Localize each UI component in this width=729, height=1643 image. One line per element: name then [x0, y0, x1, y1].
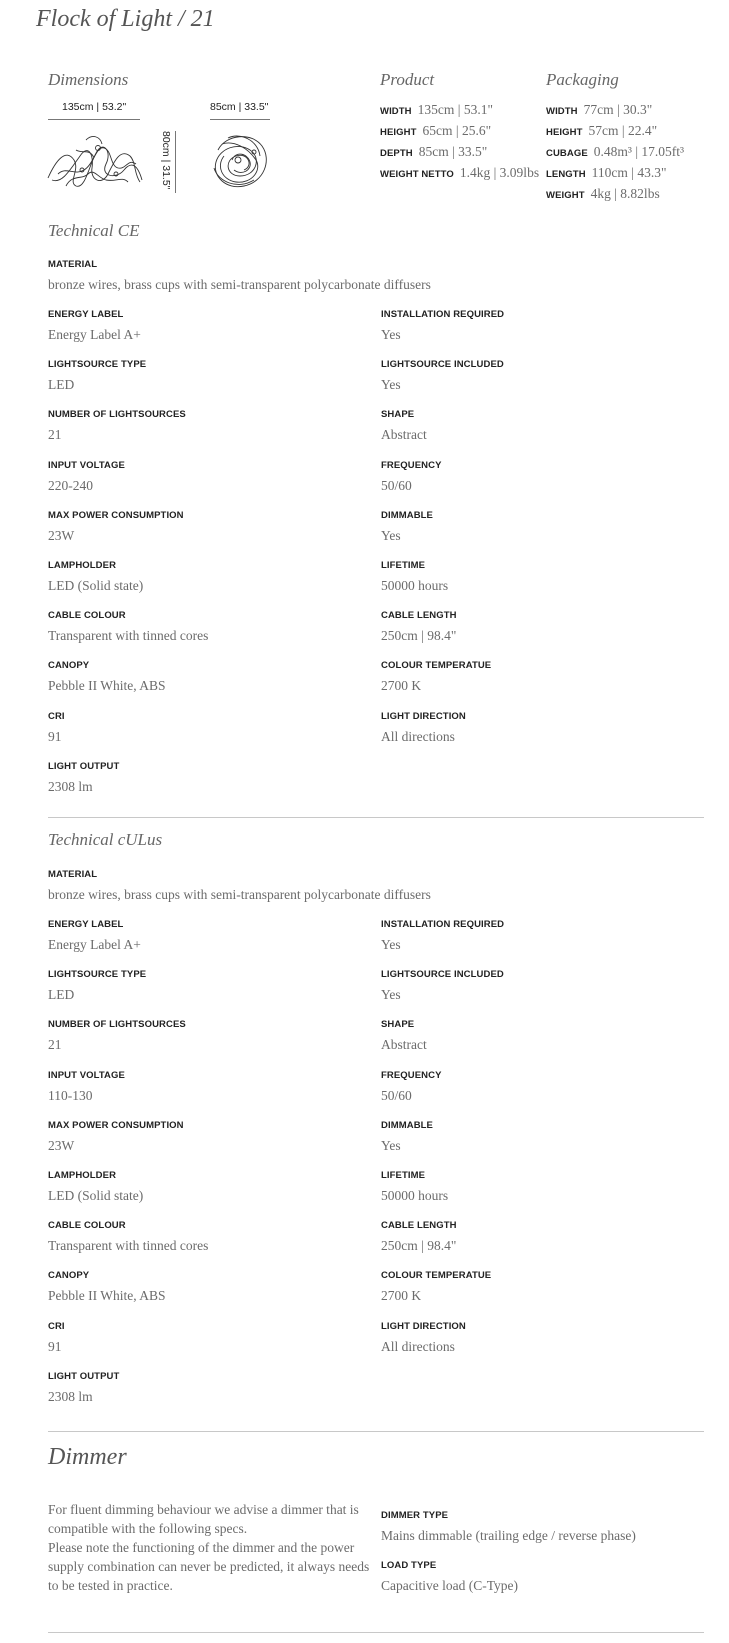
field-label: CABLE COLOUR: [48, 1220, 126, 1232]
field-value: Yes: [381, 1137, 401, 1153]
product-height-value: 65cm | 25.6": [422, 123, 492, 138]
field-value: LED: [48, 987, 75, 1003]
spec-field: [381, 555, 448, 594]
dimensions-heading: Dimensions: [48, 70, 129, 89]
dimmer-advice-text: [48, 1500, 378, 1595]
field-label: MAX POWER CONSUMPTION: [48, 509, 184, 521]
spec-field: [48, 304, 141, 343]
field-value: 110-130: [48, 1087, 93, 1103]
spec-field: [48, 914, 141, 953]
spec-field: [381, 455, 442, 494]
spec-field: [381, 964, 504, 1003]
dimmer-heading: Dimmer: [48, 1444, 127, 1470]
field-label: DIMMABLE: [381, 1119, 433, 1131]
packaging-cubage-label: CUBAGE: [546, 148, 588, 159]
spec-field: [48, 455, 125, 494]
field-label: INSTALLATION REQUIRED: [381, 919, 505, 930]
dimension-height-label: 80cm | 31.5": [160, 131, 172, 190]
packaging-height-value: 57cm | 22.4": [588, 123, 658, 138]
spec-field: [381, 1215, 457, 1254]
field-value: LED: [48, 377, 75, 393]
field-value: 50/60: [381, 477, 412, 493]
product-height-label: HEIGHT: [380, 127, 417, 138]
section-divider: [48, 1431, 704, 1432]
field-value: 2700 K: [381, 1288, 422, 1304]
field-label: LAMPHOLDER: [48, 1170, 117, 1181]
packaging-row: [546, 164, 667, 182]
field-value: Yes: [381, 987, 401, 1003]
spec-field: [48, 1366, 119, 1405]
spec-field: [48, 706, 65, 745]
field-value: Yes: [381, 527, 401, 543]
field-label: LAMPHOLDER: [48, 560, 117, 571]
spec-field: [381, 1316, 466, 1355]
packaging-width-value: 77cm | 30.3": [583, 102, 653, 117]
section-divider: [48, 1632, 704, 1633]
spec-field: [381, 505, 433, 544]
spec-field: [381, 404, 427, 443]
product-depth-label: DEPTH: [380, 148, 413, 159]
field-value: Transparent with tinned cores: [48, 628, 209, 644]
spec-field: [381, 706, 466, 745]
field-value: 250cm | 98.4": [381, 628, 457, 644]
field-label: LIGHTSOURCE INCLUDED: [381, 969, 504, 981]
spec-field: [48, 555, 143, 594]
spec-field: [48, 1065, 125, 1104]
field-value: Pebble II White, ABS: [48, 1288, 166, 1304]
field-label: CRI: [48, 710, 65, 722]
field-value: 2700 K: [381, 678, 422, 694]
field-label: SHAPE: [381, 409, 415, 421]
product-row: [380, 143, 487, 161]
field-label: INSTALLATION REQUIRED: [381, 309, 505, 320]
field-label: MATERIAL: [48, 259, 98, 270]
field-label: LIFETIME: [381, 1170, 426, 1181]
field-label: MATERIAL: [48, 869, 98, 880]
spec-field: [381, 354, 504, 393]
spec-field: [48, 1265, 166, 1304]
field-value: Yes: [381, 327, 401, 342]
field-label: FREQUENCY: [381, 1069, 442, 1081]
spec-field: [48, 655, 166, 694]
packaging-row: [546, 143, 684, 161]
field-value: 220-240: [48, 477, 93, 493]
field-label: LOAD TYPE: [381, 1560, 437, 1571]
product-width-label: WIDTH: [380, 106, 412, 117]
field-value: 21: [48, 427, 62, 443]
dimmer-paragraph-1: For fluent dimming behaviour we advise a dimmer that is compatible with the following specs.: [48, 1502, 359, 1536]
field-value: 50/60: [381, 1087, 412, 1103]
packaging-heading: Packaging: [546, 70, 619, 89]
field-value: 91: [48, 728, 62, 744]
field-value: LED (Solid state): [48, 578, 144, 593]
field-value: Yes: [381, 377, 401, 393]
side-view-sketch: [46, 130, 146, 192]
product-row: [380, 164, 539, 182]
spec-field: [48, 1316, 65, 1355]
field-value: All directions: [381, 1338, 455, 1354]
field-value: Pebble II White, ABS: [48, 678, 166, 694]
culus-material-field: [48, 864, 431, 903]
dimension-height-line: [175, 131, 176, 193]
field-label: MAX POWER CONSUMPTION: [48, 1119, 184, 1131]
product-width-value: 135cm | 53.1": [417, 102, 493, 117]
field-value: LED (Solid state): [48, 1188, 144, 1203]
field-value: 250cm | 98.4": [381, 1238, 457, 1254]
dimension-depth-label: 85cm | 33.5": [210, 101, 269, 113]
field-label: CABLE LENGTH: [381, 1220, 457, 1232]
field-label: FREQUENCY: [381, 459, 442, 471]
section-divider: [48, 817, 704, 818]
product-row: [380, 101, 493, 119]
packaging-weight-value: 4kg | 8.82lbs: [590, 186, 660, 201]
packaging-length-value: 110cm | 43.3": [591, 165, 667, 180]
packaging-width-label: WIDTH: [546, 106, 578, 117]
dimension-width-line: [48, 119, 140, 120]
field-label: INPUT VOLTAGE: [48, 1069, 125, 1081]
field-label: NUMBER OF LIGHTSOURCES: [48, 409, 186, 421]
product-heading: Product: [380, 70, 435, 89]
spec-field: [381, 655, 491, 694]
product-weight-label: WEIGHT NETTO: [380, 169, 454, 180]
technical-ce-heading: Technical CE: [48, 221, 140, 240]
top-view-sketch: [208, 130, 274, 192]
dimension-width-label: 135cm | 53.2": [62, 101, 127, 113]
field-value: Abstract: [381, 427, 427, 443]
field-label: CRI: [48, 1320, 65, 1332]
spec-field: [48, 1014, 186, 1053]
field-label: LIGHT DIRECTION: [381, 710, 466, 722]
spec-field: [48, 1215, 208, 1254]
field-label: COLOUR TEMPERATUE: [381, 1270, 492, 1282]
spec-field: [48, 756, 119, 795]
packaging-length-label: LENGTH: [546, 169, 586, 180]
technical-culus-heading: Technical cULus: [48, 830, 163, 849]
spec-field: [381, 1165, 448, 1204]
packaging-row: [546, 101, 652, 119]
spec-field: [381, 605, 457, 644]
field-value: 50000 hours: [381, 578, 449, 593]
field-label: NUMBER OF LIGHTSOURCES: [48, 1019, 186, 1031]
field-label: LIGHT OUTPUT: [48, 1370, 120, 1382]
field-value: 2308 lm: [48, 778, 93, 794]
spec-field: [381, 1115, 433, 1154]
packaging-row: [546, 185, 660, 203]
field-value: 23W: [48, 527, 75, 543]
product-depth-value: 85cm | 33.5": [418, 144, 488, 159]
field-label: LIGHT OUTPUT: [48, 760, 120, 772]
spec-field: [48, 505, 184, 544]
spec-field: [48, 1115, 184, 1154]
ce-material-field: [48, 254, 431, 293]
dimmer-paragraph-2: Please note the functioning of the dimmer and the power supply combination can never be predicted, it always needs to be tested in practice.: [48, 1540, 370, 1593]
field-value: 50000 hours: [381, 1188, 449, 1203]
field-label: DIMMABLE: [381, 509, 433, 521]
packaging-weight-label: WEIGHT: [546, 190, 585, 201]
field-label: SHAPE: [381, 1019, 415, 1031]
product-weight-value: 1.4kg | 3.09lbs: [459, 165, 540, 180]
packaging-height-label: HEIGHT: [546, 127, 583, 138]
spec-field: [48, 404, 186, 443]
field-value: Abstract: [381, 1037, 427, 1053]
field-value: Mains dimmable (trailing edge / reverse phase): [381, 1528, 636, 1543]
spec-field: [381, 304, 504, 343]
spec-field: [381, 914, 504, 953]
field-value: Energy Label A+: [48, 937, 141, 952]
field-value: Yes: [381, 937, 401, 952]
field-value: Capacitive load (C-Type): [381, 1578, 519, 1593]
field-value: Transparent with tinned cores: [48, 1238, 209, 1254]
field-value: All directions: [381, 728, 455, 744]
field-label: ENERGY LABEL: [48, 309, 124, 320]
spec-field: [48, 354, 146, 393]
spec-field: [381, 1014, 427, 1053]
field-label: CANOPY: [48, 660, 90, 672]
field-value: 21: [48, 1037, 62, 1053]
field-label: COLOUR TEMPERATUE: [381, 660, 492, 672]
field-label: CABLE COLOUR: [48, 610, 126, 622]
field-label: DIMMER TYPE: [381, 1510, 449, 1521]
field-label: CABLE LENGTH: [381, 610, 457, 622]
field-label: LIGHT DIRECTION: [381, 1320, 466, 1332]
spec-field: [48, 605, 208, 644]
spec-field: [381, 1065, 442, 1104]
field-label: LIGHTSOURCE INCLUDED: [381, 359, 504, 371]
dimmer-type-field: [381, 1505, 636, 1544]
spec-field: [48, 1165, 143, 1204]
field-value: bronze wires, brass cups with semi-transparent polycarbonate diffusers: [48, 277, 431, 292]
field-label: CANOPY: [48, 1270, 90, 1282]
field-value: Energy Label A+: [48, 327, 141, 342]
packaging-row: [546, 122, 657, 140]
field-value: 23W: [48, 1137, 75, 1153]
dimension-depth-line: [210, 119, 270, 120]
field-label: ENERGY LABEL: [48, 919, 124, 930]
spec-field: [48, 964, 146, 1003]
packaging-cubage-value: 0.48m³ | 17.05ft³: [593, 144, 685, 159]
field-value: 2308 lm: [48, 1388, 93, 1404]
field-value: bronze wires, brass cups with semi-transparent polycarbonate diffusers: [48, 887, 431, 902]
page-title: Flock of Light / 21: [36, 6, 215, 32]
spec-field: [381, 1265, 491, 1304]
field-label: LIGHTSOURCE TYPE: [48, 359, 147, 371]
product-row: [380, 122, 491, 140]
field-value: 91: [48, 1338, 62, 1354]
field-label: INPUT VOLTAGE: [48, 459, 125, 471]
load-type-field: [381, 1555, 518, 1594]
field-label: LIFETIME: [381, 560, 426, 571]
field-label: LIGHTSOURCE TYPE: [48, 969, 147, 981]
